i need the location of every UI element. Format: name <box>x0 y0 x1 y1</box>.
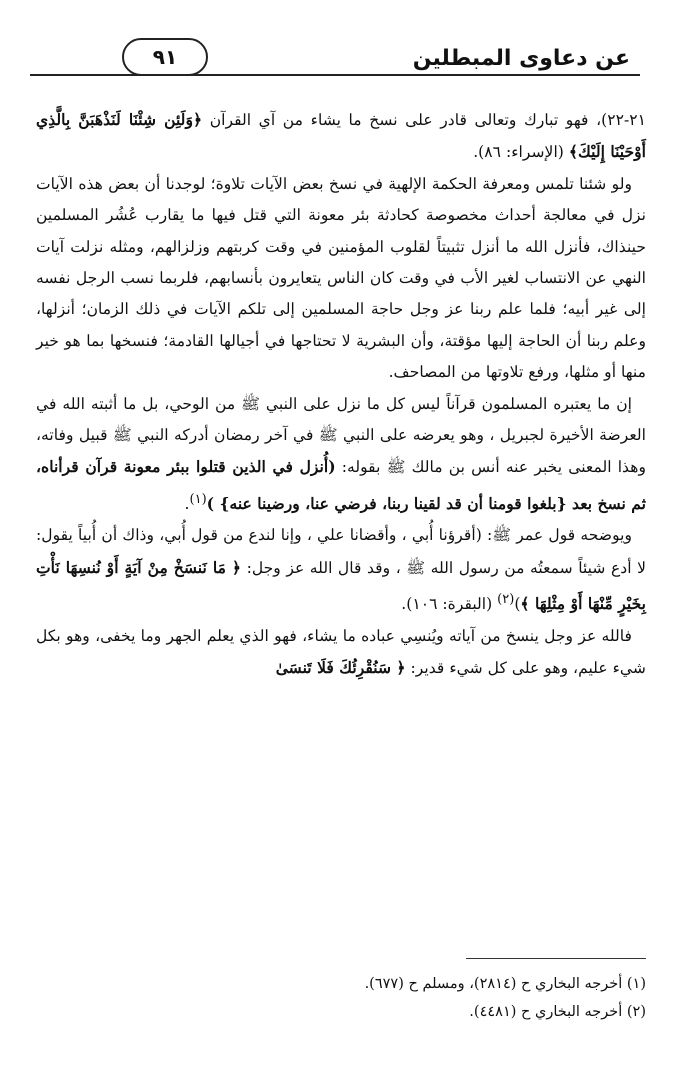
running-title: عن دعاوى المبطلين <box>412 46 630 71</box>
paragraph-3-text-b: . <box>184 495 190 514</box>
paragraph-1 <box>36 104 646 169</box>
hadith-quote: (أُنزل في الذين قتلوا ببئر معونة قرآن قرأناه، ثم نسخ بعد {بلغوا قومنا أن قد لقينا ربنا، فرضي عنا، ورضينا عنه} ) <box>36 457 646 514</box>
paragraph-2: ولو شئنا تلمس ومعرفة الحكمة الإلهية في نسخ بعض الآيات تلاوة؛ لوجدنا أن بعض هذه الآيات نزل في معالجة أحداث مخصوصة كحادثة بئر معونة التي قتل فيها ما يقارب عُشُر المسلمين حينذاك، فأنزل الله ما أنزل تثبيتاً لقلوب المؤمنين في وقت كربتهم وزلزالهم، ومثله نزلت آيات النهي عن الانتساب لغير الأب في وقت كان الناس يتعايرون بأنسابهم، فلربما نسب الرجل نفسه إلى غير أبيه؛ فلما علم ربنا عز وجل حاجة المسلمين إلى تلكم الآيات في ذلك الزمان؛ أنزلها، وعلم ربنا أن الحاجة إليها مؤقتة، وأن البشرية لا تحتاجها في أجيالها القادمة؛ فنسخها بما هو خير منها أو مثلها، ورفع تلاوتها من المصاحف. <box>36 174 646 382</box>
footnote-separator <box>466 958 646 959</box>
header-rule <box>30 74 640 76</box>
quran-quote-3: ﴿ سَنُقْرِئُكَ فَلَا تَنسَىٰ <box>275 658 406 678</box>
quran-quote-2: ﴿ مَا نَنسَخْ مِنْ آيَةٍ أَوْ نُنسِهَا نَأْتِ بِخَيْرٍ مِّنْهَا أَوْ مِثْلِهَا ﴾ <box>36 557 646 614</box>
paragraph-5 <box>36 621 646 685</box>
page-header <box>30 40 640 80</box>
paragraph-3 <box>36 389 646 521</box>
paragraph-4-text-a: ويوضحه قول عمر ﷺ: (أقرؤنا أُبي ، وأقضانا علي ، وإنا لندع من قول أُبي، وذاك أن أُبياً يقول: لا أدع شيئاً سمعتُه من رسول الله ﷺ ، وقد قال الله عز وجل: <box>36 526 646 577</box>
body-text <box>36 104 646 685</box>
paragraph-1-text-b: (الإسراء: ٨٦). <box>473 143 569 162</box>
paragraph-4-text-c: (البقرة: ١٠٦). <box>401 595 498 614</box>
paragraph-3-text-a: إن ما يعتبره المسلمون قرآناً ليس كل ما نزل على النبي ﷺ من الوحي، بل ما أثبته الله في العرضة الأخيرة لجبريل ، وهو يعرضه على النبي ﷺ في آخر رمضان أدركه النبي ﷺ قبيل وفاته، وهذا المعنى يخبر عنه أنس بن مالك ﷺ بقوله: <box>36 394 646 477</box>
footnote-ref-2: (٢) <box>497 592 515 608</box>
quran-quote-1: ﴿وَلَئِن شِئْنَا لَنَذْهَبَنَّ بِالَّذِي أَوْحَيْنَا إِلَيْكَ﴾ <box>36 110 646 162</box>
footnotes <box>36 970 646 1026</box>
footnote-1: (١) أخرجه البخاري ح (٢٨١٤)، ومسلم ح (٦٧٧). <box>364 976 646 992</box>
footnote-ref-1: (١) <box>189 491 207 507</box>
paragraph-5-text-a: فالله عز وجل ينسخ من آياته ويُنسِي عباده ما يشاء، فهو الذي يعلم الجهر وما يخفى، وهو بكل شيء عليم، وهو على كل شيء قدير: <box>36 626 646 678</box>
paragraph-4-text-b: ) <box>514 595 521 614</box>
footnote-2: (٢) أخرجه البخاري ح (٤٤٨١). <box>469 1004 646 1020</box>
paragraph-4 <box>36 520 646 620</box>
page-number: ٩١ <box>122 38 208 76</box>
paragraph-1-text-a: ٢١-٢٢)، فهو تبارك وتعالى قادر على نسخ ما يشاء من آي القرآن <box>202 111 646 129</box>
